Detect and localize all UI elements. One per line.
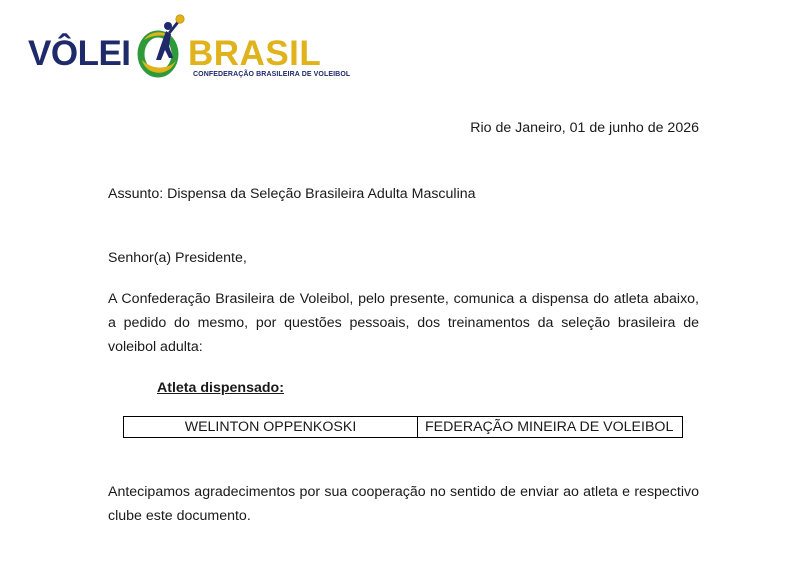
- logo-word-volei: VÔLEI: [28, 34, 131, 73]
- table-row: [124, 417, 683, 438]
- volleyball-player-emblem-icon: [136, 14, 188, 80]
- athlete-name-cell: WELINTON OPPENKOSKI: [124, 417, 418, 438]
- logo-word-brasil: BRASIL: [188, 34, 322, 73]
- letter-salutation: Senhor(a) Presidente,: [108, 250, 247, 266]
- letter-date: Rio de Janeiro, 01 de junho de 2026: [470, 120, 699, 136]
- letter-subject: Assunto: Dispensa da Seleção Brasileira Adulta Masculina: [108, 186, 476, 202]
- athlete-table: [123, 416, 683, 438]
- athlete-federation-cell: FEDERAÇÃO MINEIRA DE VOLEIBOL: [418, 417, 683, 438]
- athlete-section-heading: Atleta dispensado:: [157, 380, 284, 396]
- letter-body-paragraph: A Confederação Brasileira de Voleibol, pelo presente, comunica a dispensa do atleta abaixo, a pedido do mesmo, por questões pessoais, dos treinamentos da seleção brasileira de voleibol adulta:: [108, 291, 699, 355]
- volei-brasil-logo: [28, 14, 351, 84]
- letter-closing-paragraph: Antecipamos agradecimentos por sua cooperação no sentido de enviar ao atleta e respectivo clube este documento.: [108, 484, 699, 524]
- logo-tagline: CONFEDERAÇÃO BRASILEIRA DE VOLEIBOL: [193, 71, 351, 78]
